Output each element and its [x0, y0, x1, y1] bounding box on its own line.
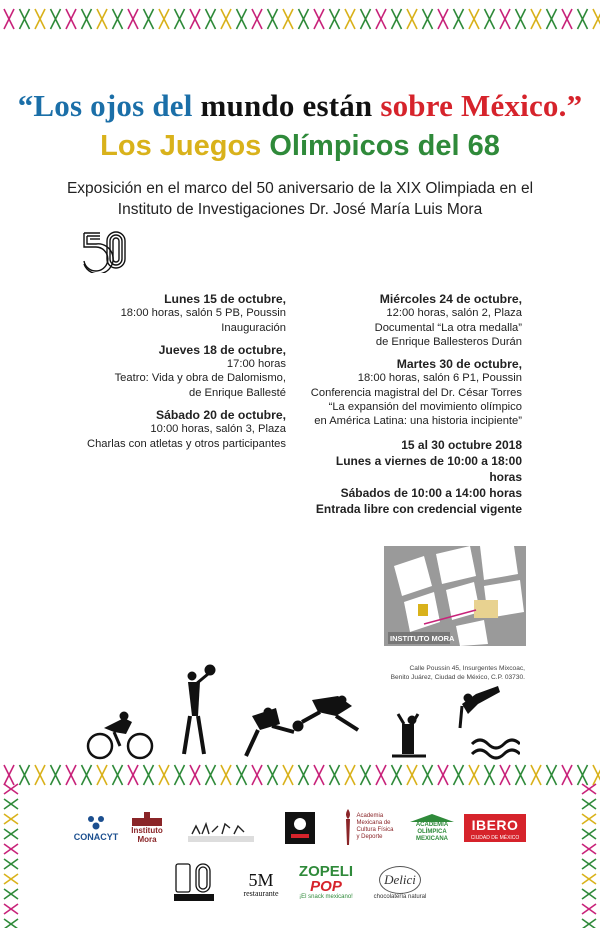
border-x-mark: [376, 9, 386, 29]
border-x-mark: [516, 9, 526, 29]
schedule-saturdays: Sábados de 10:00 a 14:00 horas: [340, 485, 522, 500]
border-x-mark: [345, 9, 355, 29]
address-line-1: Calle Poussin 45, Insurgentes Mixcoac,: [409, 665, 525, 672]
amocd-line-2: Mexicana de: [356, 820, 391, 826]
event-day: Martes 30 de octubre,: [396, 357, 522, 372]
border-x-mark: [582, 799, 596, 809]
border-x-mark: [268, 9, 278, 29]
conacyt-icon: [85, 814, 107, 832]
event-line: 18:00 horas, salón 6 P1, Poussin: [357, 372, 522, 385]
border-x-mark: [423, 9, 433, 29]
main-title: [0, 88, 600, 124]
border-x-mark: [423, 765, 433, 785]
border-x-mark: [206, 765, 216, 785]
border-x-mark: [392, 9, 402, 29]
border-x-mark: [221, 765, 231, 785]
border-x-mark: [582, 904, 596, 914]
secondary-title: [0, 130, 600, 163]
border-x-mark: [4, 9, 14, 29]
sports-education-logo: [186, 812, 256, 846]
border-x-mark: [268, 765, 278, 785]
cinco-m-sub-label: restaurante: [243, 888, 279, 898]
border-x-mark: [407, 765, 417, 785]
border-x-mark: [582, 814, 596, 824]
border-x-mark: [562, 9, 572, 29]
border-x-mark: [454, 765, 464, 785]
border-x-mark: [361, 765, 371, 785]
event-line: 18:00 horas, salón 5 PB, Poussin: [120, 307, 286, 320]
border-x-mark: [113, 765, 123, 785]
border-x-mark: [237, 765, 247, 785]
border-x-mark: [4, 799, 18, 809]
border-x-mark: [531, 765, 541, 785]
diver-icon: [460, 686, 520, 758]
event-oct-15: [40, 292, 286, 335]
mora-label-1: Instituto: [131, 826, 163, 835]
border-x-mark: [438, 765, 448, 785]
aom-line-3: MEXICANA: [415, 835, 448, 842]
border-x-mark: [314, 765, 324, 785]
border-x-mark: [330, 9, 340, 29]
border-x-mark: [190, 765, 200, 785]
border-x-mark: [4, 844, 18, 854]
sport-emblem-icon: [285, 812, 315, 844]
border-x-mark: [469, 765, 479, 785]
events-left-column: [40, 292, 286, 459]
mexico68-fifty-icon: [174, 862, 214, 902]
border-x-mark: [66, 9, 76, 29]
football-icon: [246, 708, 303, 756]
amocd-line-4: y Deporte: [356, 834, 383, 840]
event-line: 10:00 horas, salón 3, Plaza: [150, 423, 286, 436]
border-x-mark: [392, 765, 402, 785]
border-x-mark: [159, 765, 169, 785]
ibero-label: IBERO: [466, 815, 525, 835]
event-day: Lunes 15 de octubre,: [164, 292, 286, 306]
border-x-mark: [582, 889, 596, 899]
border-x-mark: [345, 765, 355, 785]
conacyt-logo: [64, 808, 128, 848]
border-x-mark: [144, 9, 154, 29]
conacyt-label: CONACYT: [73, 832, 119, 842]
border-x-mark: [485, 9, 495, 29]
border-x-mark: [500, 9, 510, 29]
border-x-mark: [407, 9, 417, 29]
title2-part-1: Los Juegos: [100, 130, 270, 162]
amocd-line-1: Academia: [356, 813, 384, 819]
border-x-mark: [20, 9, 30, 29]
aom-line-2: OLÍMPICA: [417, 828, 447, 835]
border-x-mark: [283, 765, 293, 785]
border-x-mark: [159, 9, 169, 29]
mora-building-icon: [132, 812, 162, 826]
gymnast-icon: [392, 714, 426, 756]
map-label: INSTITUTO MORA: [390, 634, 455, 643]
border-x-mark: [4, 874, 18, 884]
border-x-mark: [82, 765, 92, 785]
border-x-mark: [582, 844, 596, 854]
ibero-sub-label: CIUDAD DE MÉXICO: [470, 835, 520, 841]
border-x-mark: [51, 765, 61, 785]
border-x-mark: [97, 765, 107, 785]
event-line: Documental “La otra medalla”: [374, 321, 522, 334]
event-oct-30: [300, 357, 522, 428]
border-x-mark: [4, 859, 18, 869]
event-day: Jueves 18 de octubre,: [158, 342, 286, 357]
delici-logo: [372, 860, 428, 906]
schedule-block: [300, 437, 522, 517]
aom-line-1: ACADEMIA: [415, 821, 449, 828]
border-x-mark: [252, 765, 262, 785]
event-line: Charlas con atletas y otros participantes: [87, 437, 286, 450]
border-x-mark: [4, 814, 18, 824]
delici-badge: [379, 866, 421, 894]
border-x-mark: [547, 9, 557, 29]
event-line: Inauguración: [221, 321, 286, 334]
border-x-mark: [438, 9, 448, 29]
event-oct-24: [300, 292, 522, 349]
event-line: de Enrique Ballesté: [188, 386, 286, 399]
border-x-mark: [485, 765, 495, 785]
border-x-mark: [593, 9, 600, 29]
delici-label: Delici: [384, 872, 416, 887]
torch-icon: [342, 807, 354, 847]
event-day: Miércoles 24 de octubre,: [379, 292, 522, 306]
location-map: [384, 546, 526, 646]
event-line: 12:00 horas, salón 2, Plaza: [386, 307, 522, 320]
event-oct-20: [40, 408, 286, 451]
athletes-illustration: [80, 658, 520, 766]
address-line-2: Benito Juárez, Ciudad de México, C.P. 03730.: [390, 674, 525, 681]
border-x-mark: [4, 784, 18, 794]
event-line: Conferencia magistral del Dr. César Torres: [310, 386, 522, 399]
border-x-mark: [314, 9, 324, 29]
volleyball-icon: [184, 665, 215, 754]
amocd-line-3: Cultura Física: [356, 827, 394, 833]
border-x-mark: [454, 9, 464, 29]
events-right-column: [300, 292, 522, 517]
border-x-mark: [221, 9, 231, 29]
delici-sub-label: chocolatería natural: [373, 894, 427, 900]
border-x-mark: [128, 9, 138, 29]
border-x-mark: [82, 9, 92, 29]
border-x-mark: [206, 9, 216, 29]
zopeli-label: ZOPELI: [298, 863, 354, 880]
border-x-mark: [299, 9, 309, 29]
decorative-border-top: [0, 6, 600, 32]
border-x-mark: [252, 9, 262, 29]
border-x-mark: [330, 765, 340, 785]
zopeli-sub-label: ¡El snack mexicano!: [299, 894, 353, 900]
border-x-mark: [97, 9, 107, 29]
title-part-1: “Los ojos del: [17, 88, 201, 123]
border-x-mark: [175, 9, 185, 29]
event-line: Teatro: Vida y obra de Dalomismo,: [114, 372, 286, 385]
mora-label-2: Mora: [137, 835, 157, 844]
border-x-mark: [128, 765, 138, 785]
event-line: “La expansión del movimiento olímpico: [328, 401, 522, 414]
border-x-mark: [35, 9, 45, 29]
subtitle-line-1: Exposición en el marco del 50 aniversario de la XIX Olimpiada en el: [66, 180, 534, 197]
border-x-mark: [4, 889, 18, 899]
border-x-mark: [51, 9, 61, 29]
border-x-mark: [578, 9, 588, 29]
cinco-m-logo: [236, 864, 286, 904]
title-part-3: sobre México.”: [380, 88, 583, 123]
border-x-mark: [237, 9, 247, 29]
pop-label: POP: [310, 878, 342, 895]
cinco-m-label: 5M: [248, 869, 274, 890]
border-x-mark: [582, 919, 596, 928]
border-x-mark: [531, 9, 541, 29]
border-x-mark: [299, 765, 309, 785]
subtitle-line-2: Instituto de Investigaciones Dr. José María Luis Mora: [117, 201, 483, 218]
border-x-mark: [175, 765, 185, 785]
jumper-icon: [302, 696, 358, 730]
event-oct-18: [40, 343, 286, 400]
border-x-mark: [144, 765, 154, 785]
border-x-mark: [66, 765, 76, 785]
decorative-border-right: [578, 780, 600, 928]
border-x-mark: [376, 765, 386, 785]
aom-roof-icon: [410, 814, 454, 822]
border-x-mark: [4, 829, 18, 839]
border-x-mark: [4, 919, 18, 928]
cyclist-icon: [88, 712, 152, 758]
title-part-2: mundo están: [200, 88, 381, 123]
event-line: en América Latina: una historia incipiente”: [314, 415, 522, 428]
border-x-mark: [582, 784, 596, 794]
border-x-mark: [361, 9, 371, 29]
border-x-mark: [500, 765, 510, 785]
instituto-mora-logo: [122, 808, 172, 848]
schedule-dates: 15 al 30 octubre 2018: [401, 437, 522, 452]
schedule-entry: Entrada libre con credencial vigente: [315, 501, 522, 516]
border-x-mark: [562, 765, 572, 785]
decorative-border-left: [0, 780, 22, 928]
zopeli-pop-logo: [292, 860, 360, 904]
academia-cultura-fisica-logo: [340, 806, 396, 848]
event-line: de Enrique Ballesteros Durán: [375, 335, 522, 348]
ibero-logo: [464, 814, 526, 842]
title2-part-2: Olímpicos del 68: [269, 130, 500, 162]
olympic-sport-logo: [282, 810, 318, 846]
event-line: 17:00 horas: [226, 358, 286, 371]
border-x-mark: [4, 904, 18, 914]
schedule-weekdays: Lunes a viernes de 10:00 a 18:00 horas: [335, 453, 522, 484]
sports-figures-icon: [188, 814, 254, 844]
fifty-logo-icon: [80, 227, 128, 273]
mexico68-logo: [170, 860, 218, 904]
border-x-mark: [283, 9, 293, 29]
exhibition-description: [40, 178, 560, 220]
academia-olimpica-logo: [404, 810, 460, 846]
border-x-mark: [35, 765, 45, 785]
border-x-mark: [582, 859, 596, 869]
event-day: Sábado 20 de octubre,: [155, 408, 286, 423]
border-x-mark: [547, 765, 557, 785]
border-x-mark: [516, 765, 526, 785]
border-x-mark: [582, 874, 596, 884]
border-x-mark: [113, 9, 123, 29]
border-x-mark: [582, 829, 596, 839]
border-x-mark: [190, 9, 200, 29]
border-x-mark: [469, 9, 479, 29]
